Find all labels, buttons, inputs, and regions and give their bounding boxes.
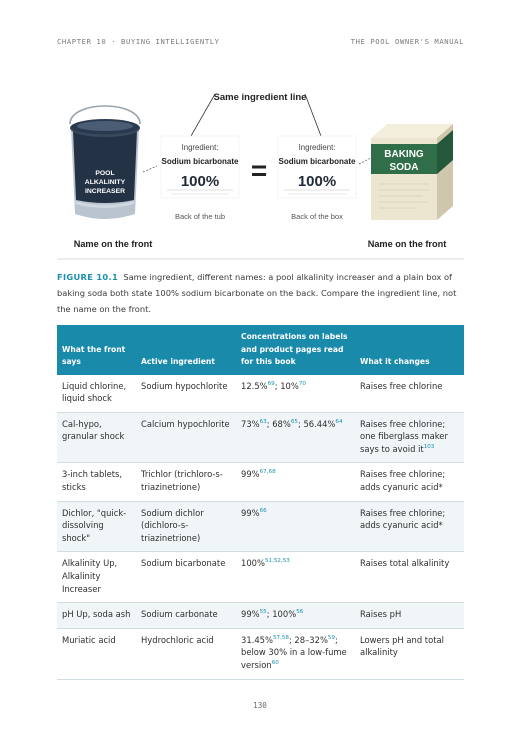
- cell-what-it-changes: [355, 552, 464, 603]
- cell-front-says: Alkalinity Up, Alkalinity Increaser: [57, 552, 136, 603]
- cell-concentrations: [236, 552, 355, 603]
- header-concentrations: Concentrations on labels and product pages read for this book: [236, 325, 355, 375]
- card-heading: Ingredient:: [181, 143, 219, 152]
- bracket-line-right: [305, 94, 321, 136]
- cell-active-ingredient: Hydrochloric acid: [136, 628, 236, 679]
- figure-number: FIGURE 10.1: [57, 272, 119, 282]
- citation-ref[interactable]: 56: [296, 609, 304, 616]
- cell-what-it-changes: [355, 375, 464, 413]
- header-what-it-changes: What it changes: [355, 325, 464, 375]
- figure-illustration: [57, 82, 464, 260]
- citation-ref[interactable]: 60: [271, 660, 279, 666]
- cell-concentrations: [236, 412, 355, 463]
- cell-active-ingredient: Sodium hypochlorite: [136, 375, 236, 413]
- caption-text: Same ingredient, different names: a pool alkalinity increaser and a plain box of baking soda both state 100% sodium bicarbonate on the back. Compare the ingredient line, not the name on the front.: [57, 272, 457, 314]
- citation-ref[interactable]: 55: [259, 609, 267, 616]
- changes-text: Lowers pH and total alkalinity: [360, 634, 444, 658]
- changes-text: Raises free chlorine; one fiberglass maker says to avoid it: [360, 418, 448, 454]
- cell-what-it-changes: [355, 603, 464, 629]
- concentration-value: ; below 30% in a low-fume version: [241, 634, 347, 670]
- citation-ref[interactable]: 67,68: [259, 469, 276, 476]
- box-back-caption: Back of the box: [291, 212, 343, 221]
- cell-front-says: Muriatic acid: [57, 628, 136, 679]
- card-heading: Ingredient:: [298, 143, 336, 152]
- card-percent: 100%: [180, 173, 220, 190]
- changes-text: Raises free chlorine: [360, 380, 443, 391]
- book-title: THE POOL OWNER'S MANUAL: [350, 37, 464, 46]
- changes-text: Raises free chlorine; adds cyanuric acid*: [360, 507, 446, 531]
- header-active-ingredient: Active ingredient: [136, 325, 236, 375]
- citation-ref[interactable]: 66: [259, 507, 267, 514]
- concentration-value: 31.45%: [241, 634, 273, 645]
- citation-ref[interactable]: 63: [259, 418, 267, 425]
- bracket-line-left: [191, 94, 215, 136]
- cell-what-it-changes: [355, 412, 464, 463]
- cell-concentrations: [236, 628, 355, 679]
- equals-sign: =: [250, 155, 268, 186]
- citation-ref[interactable]: 64: [335, 418, 343, 425]
- cell-active-ingredient: Trichlor (trichloro-s-triazinetrione): [136, 463, 236, 501]
- table-row: [57, 552, 464, 603]
- cell-concentrations: [236, 463, 355, 501]
- card-ingredient-name: Sodium bicarbonate: [278, 157, 356, 166]
- alkalinity-tub: [70, 106, 140, 219]
- tub-arrow: [143, 166, 157, 172]
- concentration-value: ; 10%: [274, 380, 299, 391]
- box-label-line-1: BAKING: [384, 149, 424, 160]
- running-head: [57, 37, 464, 49]
- tub-front-name-label: Name on the front: [73, 239, 153, 249]
- table-row: [57, 412, 464, 463]
- changes-text: Raises total alkalinity: [360, 558, 450, 569]
- citation-ref[interactable]: 69: [267, 380, 275, 387]
- chapter-title: CHAPTER 10 · BUYING INTELLIGENTLY: [57, 37, 220, 46]
- citation-ref[interactable]: 59: [327, 634, 336, 641]
- changes-text: Raises pH: [360, 609, 402, 620]
- concentration-value: ; 100%: [266, 609, 297, 620]
- cell-active-ingredient: Sodium dichlor (dichloro-s-triazinetrione): [136, 501, 236, 552]
- cell-what-it-changes: [355, 463, 464, 501]
- tub-label-line-1: POOL: [95, 170, 115, 177]
- concentration-value: 99%: [241, 469, 260, 480]
- citation-ref[interactable]: 65: [290, 418, 298, 425]
- citation-ref[interactable]: 57,58: [272, 634, 289, 641]
- table-body: [57, 375, 464, 680]
- tub-back-caption: Back of the tub: [174, 212, 226, 221]
- header-front-says: What the front says: [57, 325, 136, 375]
- table-row: [57, 463, 464, 501]
- box-label-line-2: SODA: [389, 162, 419, 173]
- concentration-value: 99%: [241, 609, 260, 620]
- citation-ref[interactable]: 103: [423, 443, 435, 450]
- cell-concentrations: [236, 603, 355, 629]
- cell-active-ingredient: Calcium hypochlorite: [136, 412, 236, 463]
- concentration-value: 73%: [241, 418, 260, 429]
- concentration-value: ; 28–32%: [288, 634, 328, 645]
- product-comparison-table: [57, 325, 464, 680]
- concentration-value: 100%: [241, 558, 265, 569]
- table-header-row: [57, 325, 464, 375]
- cell-what-it-changes: [355, 501, 464, 552]
- tub-label-line-3: INCREASER: [84, 188, 126, 195]
- cell-concentrations: [236, 501, 355, 552]
- citation-ref[interactable]: 51,52,53: [264, 558, 290, 565]
- concentration-value: ; 56.44%: [297, 418, 336, 429]
- cell-front-says: 3-inch tablets, sticks: [57, 463, 136, 501]
- page-number: 130: [253, 701, 267, 710]
- same-ingredient-label: Same ingredient line: [213, 92, 307, 103]
- box-ingredient-card: [278, 136, 356, 198]
- table-row: [57, 501, 464, 552]
- tub-label-line-2: ALKALINITY: [84, 179, 126, 186]
- changes-text: Raises free chlorine; adds cyanuric acid*: [360, 469, 446, 493]
- cell-front-says: Dichlor, "quick-dissolving shock": [57, 501, 136, 552]
- concentration-value: 99%: [241, 507, 260, 518]
- table-row: [57, 628, 464, 679]
- box-arrow: [359, 158, 371, 164]
- tub-ingredient-card: [161, 136, 239, 198]
- cell-what-it-changes: [355, 628, 464, 679]
- cell-front-says: Liquid chlorine, liquid shock: [57, 375, 136, 413]
- baking-soda-box: [371, 124, 453, 220]
- citation-ref[interactable]: 70: [298, 380, 306, 387]
- concentration-value: 12.5%: [241, 380, 268, 391]
- figure-caption: [57, 269, 464, 317]
- cell-concentrations: [236, 375, 355, 413]
- cell-active-ingredient: Sodium bicarbonate: [136, 552, 236, 603]
- concentration-value: ; 68%: [266, 418, 291, 429]
- cell-front-says: Cal-hypo, granular shock: [57, 412, 136, 463]
- card-ingredient-name: Sodium bicarbonate: [161, 157, 239, 166]
- table-row: [57, 375, 464, 413]
- box-front-name-label: Name on the front: [367, 239, 447, 249]
- cell-front-says: pH Up, soda ash: [57, 603, 136, 629]
- cell-active-ingredient: Sodium carbonate: [136, 603, 236, 629]
- card-percent: 100%: [297, 173, 337, 190]
- table-row: [57, 603, 464, 629]
